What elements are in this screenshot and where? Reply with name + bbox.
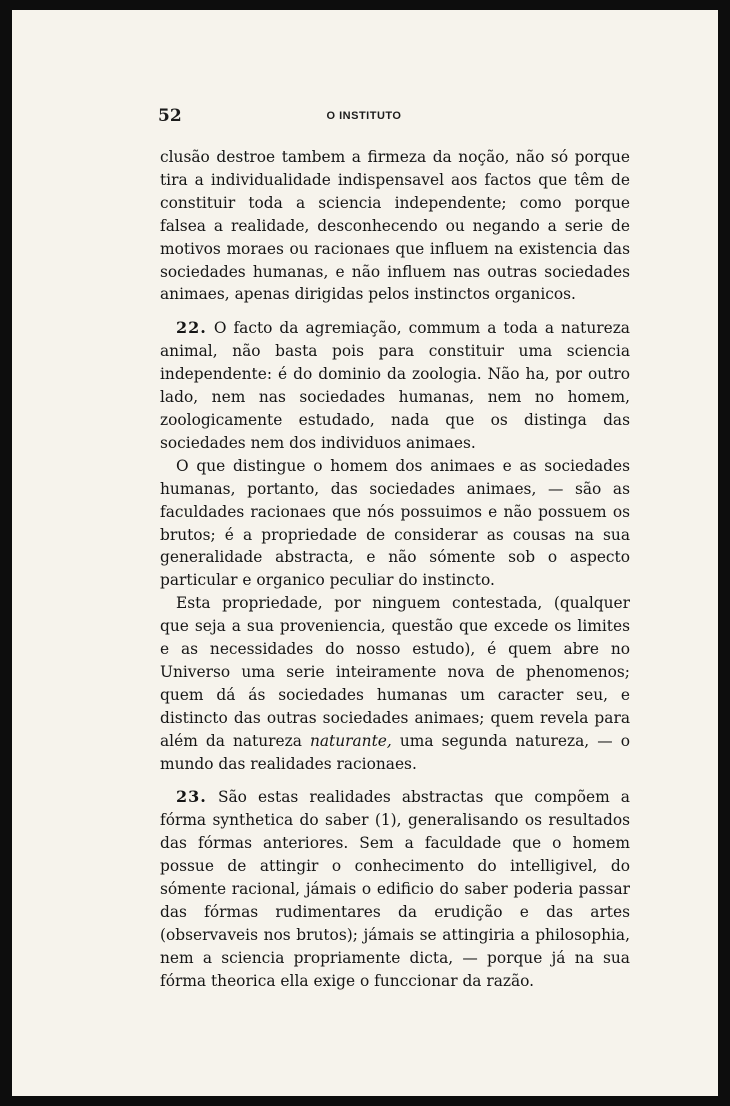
page-number: 52: [158, 106, 182, 126]
paragraph: [160, 592, 630, 775]
running-title: O INSTITUTO: [326, 110, 402, 122]
italic-term: naturante,: [309, 731, 392, 750]
section-number-22: 22.: [176, 318, 207, 338]
paragraph-23: [160, 786, 630, 992]
paragraph-22: [160, 317, 630, 454]
paragraph-continuation: clusão destroe tambem a firmeza da noção, não só porque tira a individualidade indispensavel aos factos que têm de constituir toda a sciencia independente; como porque falsea a realidade, desconhecendo ou negando a serie de motivos moraes ou racionaes que influem na existencia das sociedades humanas, e não influem nas outras sociedades animaes, apenas dirigidas pelos instinctos organicos.: [160, 148, 630, 304]
paragraph-text: Esta propriedade, por ninguem contestada, (qualquer que seja a sua proveniencia, questão que excede os limites e as necessidades do nosso estudo), é quem abre no Universo uma serie inteiramente nova de phenomenos; quem dá ás sociedades humanas um caracter seu, e distincto das outras sociedades animaes; quem revela para além da natureza: [160, 594, 630, 750]
paragraph-23-text: São estas realidades abstractas que compõem a fórma synthetica do saber (1), generalisando os resultados das fórmas anteriores. Sem a faculdade que o homem possue de attingir o conhecimento do intelligivel, do sómente racional, jámais o edificio do saber poderia passar das fórmas rudimentares da erudição e das artes (observaveis nos brutos); jámais se attingiria a philosophia, nem a sciencia propriamente dicta, — porque já na sua fórma theorica ella exige o funccionar da razão.: [160, 788, 630, 990]
paragraph: O que distingue o homem dos animaes e as sociedades humanas, portanto, das sociedades animaes, — são as faculdades racionaes que nós possuimos e não possuem os brutos; é a propriedade de considerar as cousas na sua generalidade abstracta, e não sómente sob o aspecto particular e organico peculiar do instincto.: [160, 456, 630, 590]
section-number-23: 23.: [176, 787, 207, 807]
paragraph-text: uma segunda natureza, — o mundo das realidades racionaes.: [160, 731, 630, 773]
page-header: [148, 96, 580, 126]
body-text: [160, 146, 630, 993]
paragraph-22-text: O facto da agremiação, commum a toda a natureza animal, não basta pois para constituir uma sciencia independente: é do dominio da zoologia. Não ha, por outro lado, nem nas sociedades humanas, nem no homem, zoologicamente estudado, nada que os distinga das sociedades nem dos individuos animaes.: [160, 319, 630, 452]
